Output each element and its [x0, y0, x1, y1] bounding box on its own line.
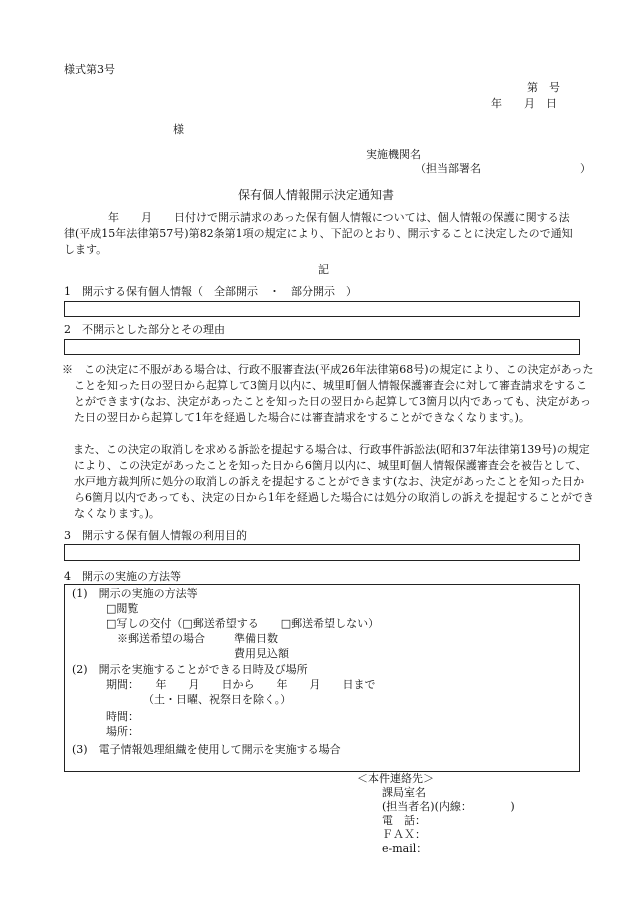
cost-estimate: 費用見込額	[234, 647, 289, 660]
section2-box	[64, 339, 580, 355]
option-copy: □写しの交付（□郵送希望する □郵送希望しない）	[106, 617, 380, 630]
date-label: 年 月 日	[491, 97, 557, 110]
contact-person: (担当者名)(内線： )	[382, 800, 515, 813]
contact-email: e-mail：	[382, 842, 428, 855]
page-title: 保有個人情報開示決定通知書	[238, 188, 395, 202]
schedule-heading: (2) 開示を実施することができる日時及び場所	[72, 663, 308, 676]
section3-heading: 3 開示する保有個人情報の利用目的	[64, 529, 247, 542]
schedule-time: 時間：	[106, 710, 139, 723]
dept-label: （担当部署名 ）	[415, 162, 591, 175]
section4-heading: 4 開示の実施の方法等	[64, 570, 181, 583]
schedule-place: 場所：	[106, 725, 139, 738]
section1-box	[64, 301, 580, 317]
method-heading: (1) 開示の実施の方法等	[72, 587, 198, 600]
body-text: 年 月 日付けで開示請求のあった保有個人情報については、個人情報の保護に関する法律(平成15年法律第57号)第82条第1項の規定により、下記のとおり、開示することに決定したので通知します。	[64, 211, 573, 256]
section3-box	[64, 544, 580, 561]
contact-fax: ＦＡＸ：	[382, 828, 426, 841]
option-view: □閲覧	[106, 602, 139, 615]
form-number: 様式第3号	[64, 63, 115, 76]
electronic-heading: (3) 電子情報処理組織を使用して開示を実施する場合	[72, 743, 341, 756]
mail-note: ※郵送希望の場合	[117, 632, 205, 645]
ki-label: 記	[318, 263, 329, 276]
note-lawsuit: また、この決定の取消しを求める訴訟を提起する場合は、行政事件訴訟法(昭和37年法律第139号)の規定により、この決定があったことを知った日から6箇月以内に、城里町個人情報保護審査会を被告として、水戸地方裁判所に処分の取消しの訴えを提起することができます(なお、決定があったことを知った日から6箇月以内であっても、決定の日から1年を経過した場合には処分の取消しの訴えを提起することができなくなります。)。	[62, 443, 594, 520]
prep-days: 準備日数	[234, 632, 278, 645]
schedule-period: 期間： 年 月 日から 年 月 日まで	[106, 678, 376, 691]
note-appeal: ※ この決定に不服がある場合は、行政不服審査法(平成26年法律第68号)の規定により、この決定があったことを知った日の翌日から起算して3箇月以内に、城里町個人情報保護審査会に対して審査請求をすることができます(なお、決定があったことを知った日の翌日から起算して3箇月以内であっても、決定があった日の翌日から起算して1年を経過した場合には審査請求をすることができなくなります。)。	[62, 363, 594, 424]
recipient-suffix: 様	[173, 123, 184, 136]
contact-office: 課局室名	[382, 786, 426, 799]
schedule-exclude: （土・日曜、祝祭日を除く。）	[143, 693, 292, 706]
section2-heading: 2 不開示とした部分とその理由	[64, 323, 225, 336]
contact-phone: 電 話：	[382, 814, 426, 827]
doc-number-label: 第 号	[527, 81, 560, 94]
contact-heading: ＜本件連絡先＞	[357, 772, 434, 785]
section1-heading: 1 開示する保有個人情報（ 全部開示 ・ 部分開示 ）	[64, 285, 357, 298]
agency-name-label: 実施機関名	[366, 148, 421, 161]
